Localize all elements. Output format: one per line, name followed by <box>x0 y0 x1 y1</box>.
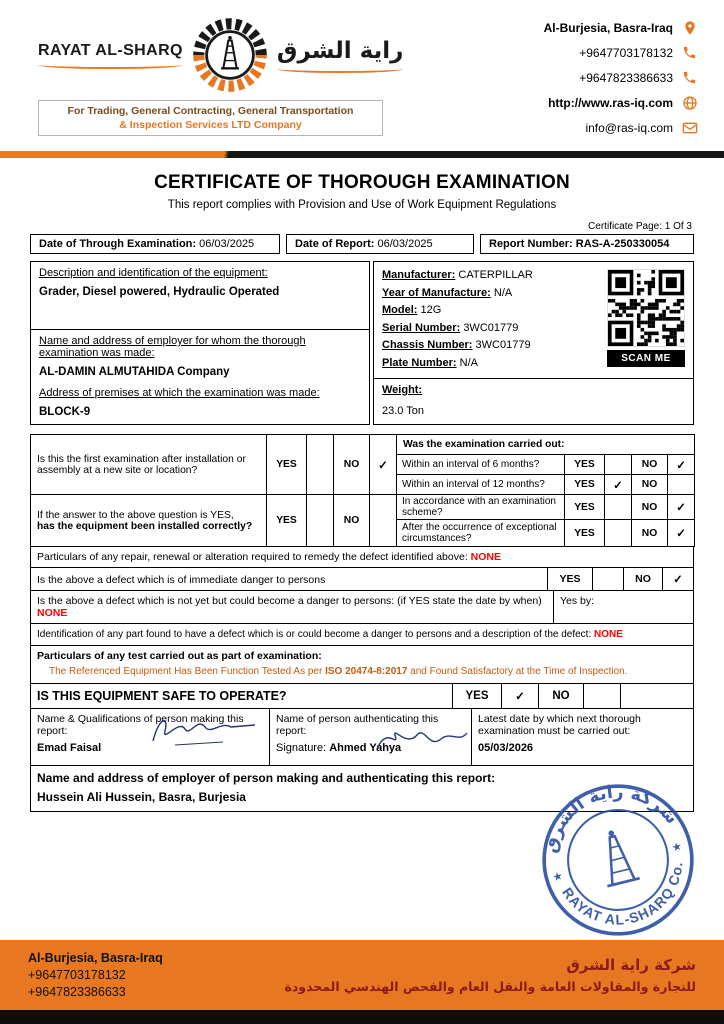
next-examination-block <box>471 709 693 765</box>
weight-label-line: Weight: <box>382 384 423 396</box>
logo-underline <box>38 61 183 69</box>
report-employer-value: Hussein Ali Hussein, Basra, Burjesia <box>37 790 246 804</box>
interval-6-no-label: NO <box>632 455 668 475</box>
safe-to-operate-label: IS THIS EQUIPMENT SAFE TO OPERATE? <box>37 689 287 703</box>
authenticator-label: Name of person authenticating this report: <box>276 713 439 737</box>
authenticator-name-line: Signature: Ahmed Yahya <box>276 742 402 754</box>
manufacturer-line: Manufacturer: CATERPILLAR <box>382 269 533 281</box>
contact-phone-1 <box>544 45 698 61</box>
immediate-no-label: NO <box>623 568 662 590</box>
interval-12-yes-label: YES <box>565 475 605 495</box>
q2-no-checkbox <box>370 495 397 547</box>
equipment-description-value: Grader, Diesel powered, Hydraulic Operated <box>39 286 280 298</box>
globe-icon <box>682 95 698 111</box>
phone-icon <box>682 70 698 86</box>
report-date-box <box>286 234 474 254</box>
qr-code <box>607 269 685 367</box>
exceptional-yes-label: YES <box>565 520 605 547</box>
logo-underline <box>277 65 404 73</box>
maker-label: Name & Qualifications of person making this report: <box>37 713 244 737</box>
contact-email <box>544 120 698 136</box>
contact-website <box>544 95 698 111</box>
footer-black-bar <box>0 1010 724 1024</box>
authenticator-signature <box>371 723 471 759</box>
footer-contact <box>28 948 163 1002</box>
interval-6-no-checkbox: ✓ <box>668 455 695 475</box>
tagline-line1: For Trading, General Contracting, General Transportation <box>67 105 354 117</box>
repair-label: Particulars of any repair, renewal or alteration required to remedy the defect identified above: <box>37 551 468 563</box>
company-name-en: RAYAT AL-SHARQ <box>38 41 183 59</box>
interval-12-yes-checkbox: ✓ <box>605 475 632 495</box>
immediate-yes-checkbox <box>592 568 623 590</box>
question-first-examination: Is this the first examination after installation or assembly at a new site or location? <box>31 435 267 495</box>
company-name-ar: راية الشرق <box>276 37 404 64</box>
interval-6-yes-label: YES <box>565 455 605 475</box>
q1-no-label: NO <box>334 435 370 495</box>
year-line: Year of Manufacture: N/A <box>382 286 513 299</box>
model-line: Model: 12G <box>382 304 442 316</box>
q2-line2: has the equipment been installed correctly? <box>37 520 253 532</box>
repair-value: NONE <box>470 551 502 563</box>
phone-icon <box>682 45 698 61</box>
equipment-details-box <box>373 261 694 425</box>
safe-yes-checkbox: ✓ <box>501 684 538 708</box>
phone2-text: +9647823386633 <box>579 71 673 85</box>
interval-6-months-label: Within an interval of 6 months? <box>397 455 565 475</box>
chassis-line: Chassis Number: 3WC01779 <box>382 339 531 351</box>
header-divider <box>0 151 724 158</box>
header <box>0 0 724 149</box>
footer-arabic <box>285 956 697 994</box>
examination-scheme-label: In accordance with an examination scheme? <box>397 495 565 520</box>
identification-label: Identification of any part found to have a defect which is or could become a danger to persons and a description of the defect: <box>37 629 592 640</box>
interval-6-yes-checkbox <box>605 455 632 475</box>
immediate-danger-row <box>30 567 694 591</box>
header-contacts <box>544 16 698 145</box>
authenticator-signature-block <box>269 709 471 765</box>
employer-value: AL-DAMIN ALMUTAHIDA Company <box>39 366 230 378</box>
footer-phone-1: +9647703178132 <box>28 968 126 982</box>
location-pin-icon <box>682 20 698 36</box>
safe-no-checkbox <box>583 684 620 708</box>
serial-line: Serial Number: 3WC01779 <box>382 321 519 334</box>
premises-label: Address of premises at which the examination was made: <box>39 387 320 399</box>
company-emblem-icon <box>191 16 269 94</box>
contact-address <box>544 20 698 36</box>
report-employer-label: Name and address of employer of person making and authenticating this report: <box>37 771 496 785</box>
tagline-line2: & Inspection Services LTD Company <box>119 119 302 131</box>
footer <box>0 940 724 1024</box>
future-danger-label: Is the above a defect which is not yet but could become a danger to persons: (if YES state the date by when) <box>37 595 542 607</box>
yes-by-cell: Yes by: <box>553 591 693 623</box>
identification-value: NONE <box>594 629 623 640</box>
examination-table <box>30 434 695 547</box>
defect-rows <box>30 546 694 812</box>
email-text: info@ras-iq.com <box>585 121 673 135</box>
footer-address: Al-Burjesia, Basra-Iraq <box>28 951 163 965</box>
company-tagline <box>38 100 383 136</box>
interval-12-no-label: NO <box>632 475 668 495</box>
premises-value: BLOCK-9 <box>39 406 91 418</box>
employer-label: Name and address of employer for whom the thorough examination was made: <box>39 335 306 359</box>
q2-line1: If the answer to the above question is YES, <box>37 509 234 521</box>
safe-row-spacer <box>620 684 693 708</box>
equipment-description-box <box>30 261 370 425</box>
report-date-label: Date of Report: <box>295 238 375 250</box>
q1-yes-checkbox <box>307 435 334 495</box>
future-danger-value: NONE <box>37 607 68 619</box>
exceptional-no-label: NO <box>632 520 668 547</box>
footer-company-ar: شركة راية الشرق <box>566 956 696 974</box>
safe-yes-label: YES <box>452 684 501 708</box>
equipment-description-label: Description and identification of the equipment: <box>39 267 268 279</box>
equipment-section <box>30 261 694 425</box>
q1-yes-label: YES <box>267 435 307 495</box>
stamp-english-text: RAYAT AL-SHARQ Co. <box>559 860 686 928</box>
q2-no-label: NO <box>334 495 370 547</box>
test-particulars-row <box>30 645 694 684</box>
exceptional-circumstances-label: After the occurrence of exceptional circumstances? <box>397 520 565 547</box>
page-subtitle: This report complies with Provision and Use of Work Equipment Regulations <box>167 199 557 211</box>
meta-row <box>30 234 694 254</box>
signatures-row <box>30 708 694 766</box>
report-number-value: RAS-A-250330054 <box>575 238 670 250</box>
plate-line: Plate Number: N/A <box>382 356 478 369</box>
scan-me-label: SCAN ME <box>607 350 685 367</box>
company-logo <box>38 16 404 145</box>
stamp-star-right: ★ <box>670 840 684 855</box>
certificate-page-number: Certificate Page: 1 Of 3 <box>588 221 692 232</box>
email-icon <box>682 120 698 136</box>
safe-to-operate-row <box>30 683 694 709</box>
carried-out-header: Was the examination carried out: <box>397 435 695 455</box>
q2-yes-label: YES <box>267 495 307 547</box>
exceptional-yes-checkbox <box>605 520 632 547</box>
weight-value: 23.0 Ton <box>382 404 425 417</box>
website-text: http://www.ras-iq.com <box>548 96 673 110</box>
stamp-star-left: ★ <box>551 870 565 885</box>
maker-signature-block <box>31 709 269 765</box>
interval-12-months-label: Within an interval of 12 months? <box>397 475 565 495</box>
q1-no-checkbox: ✓ <box>370 435 397 495</box>
future-danger-row <box>30 590 694 624</box>
exam-date-box <box>30 234 280 254</box>
immediate-no-checkbox: ✓ <box>662 568 693 590</box>
immediate-danger-label: Is the above a defect which is of immediate danger to persons <box>37 574 326 586</box>
page-title: CERTIFICATE OF THOROUGH EXAMINATION <box>154 172 570 193</box>
scheme-no-label: NO <box>632 495 668 520</box>
next-exam-label: Latest date by which next thorough examination must be carried out: <box>478 713 641 737</box>
q2-yes-checkbox <box>307 495 334 547</box>
repair-particulars-row <box>30 546 694 568</box>
report-number-box <box>480 234 694 254</box>
report-number-label: Report Number: <box>489 238 573 250</box>
exceptional-no-checkbox: ✓ <box>668 520 695 547</box>
question-installed-correctly <box>31 495 267 547</box>
exam-date-value: 06/03/2025 <box>199 238 255 250</box>
test-statement: The Referenced Equipment Has Been Function Tested As per ISO 20474-8:2017 and Found Satisfactory at the Time of Inspection. <box>49 666 628 677</box>
footer-phone-2: +9647823386633 <box>28 985 126 999</box>
maker-name: Emad Faisal <box>37 742 102 754</box>
footer-tagline-ar: للتجارة والمقاولات العامة والنقل العام والفحص الهندسي المحدودة <box>284 979 696 994</box>
identification-row <box>30 623 694 646</box>
interval-12-no-checkbox <box>668 475 695 495</box>
phone1-text: +9647703178132 <box>579 46 673 60</box>
stamp-derrick-icon <box>595 827 640 886</box>
exam-date-label: Date of Through Examination: <box>39 238 197 250</box>
next-exam-date: 05/03/2026 <box>478 742 534 754</box>
contact-phone-2 <box>544 70 698 86</box>
immediate-yes-label: YES <box>547 568 592 590</box>
stamp-arabic-text: شركة راية الشرق <box>540 782 682 855</box>
address-text: Al-Burjesia, Basra-Iraq <box>543 21 673 35</box>
maker-signature <box>145 711 265 751</box>
report-date-value: 06/03/2025 <box>377 238 433 250</box>
test-label: Particulars of any test carried out as part of examination: <box>37 650 322 662</box>
scheme-no-checkbox: ✓ <box>668 495 695 520</box>
scheme-yes-label: YES <box>565 495 605 520</box>
safe-no-label: NO <box>538 684 583 708</box>
scheme-yes-checkbox <box>605 495 632 520</box>
